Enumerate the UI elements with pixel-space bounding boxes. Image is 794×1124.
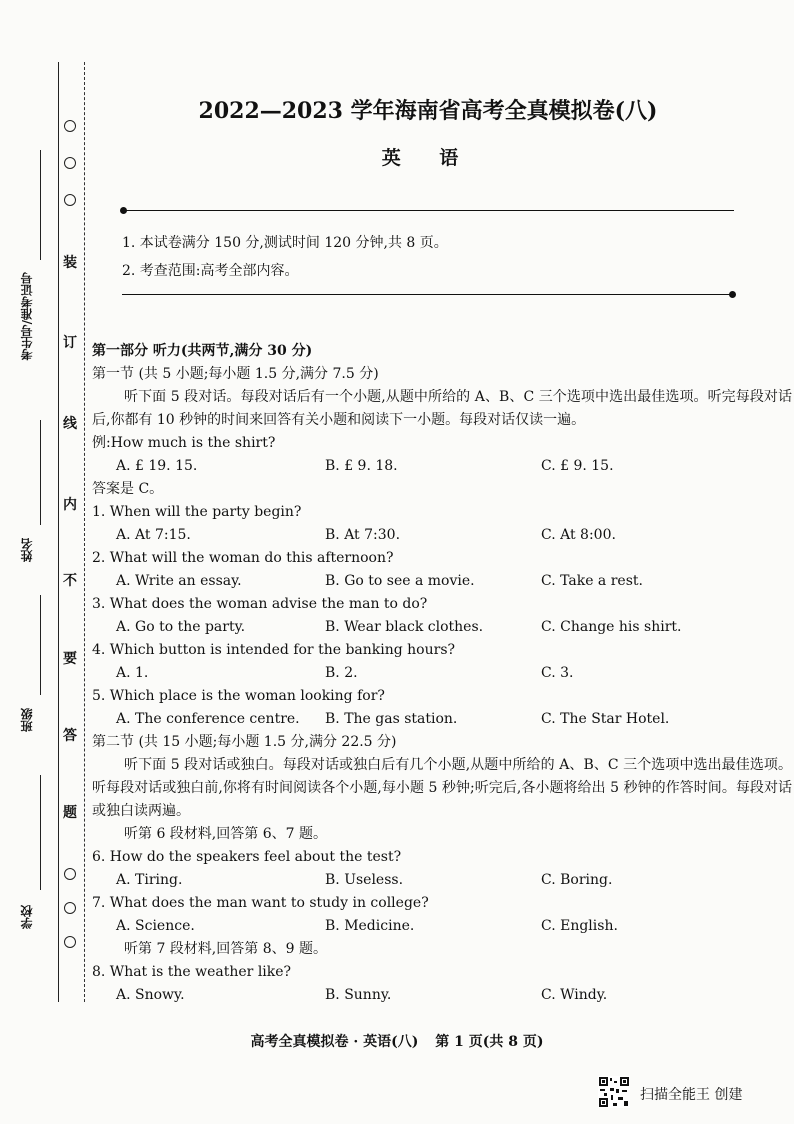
question: 8. What is the weather like? (92, 964, 292, 980)
option-a: A. 1. (116, 665, 149, 681)
option-c: C. Windy. (541, 987, 608, 1003)
binding-char: 装 (63, 255, 77, 271)
qr-code-icon (598, 1076, 630, 1108)
material-note: 听第 7 段材料,回答第 8、9 题。 (124, 941, 327, 957)
option-a: A. Tiring. (116, 872, 183, 888)
option-b: B. Medicine. (325, 918, 415, 934)
field-school-line (40, 775, 41, 890)
option-row (92, 984, 792, 1007)
example-answer: 答案是 C。 (92, 481, 164, 497)
option-a: A. Write an essay. (116, 573, 242, 589)
option-b: B. £ 9. 18. (325, 458, 398, 474)
option-a: A. Science. (116, 918, 195, 934)
section-heading: 第一节 (共 5 小题;每小题 1.5 分,满分 7.5 分) (92, 366, 379, 382)
option-a: A. The conference centre. (116, 711, 300, 727)
question: 6. How do the speakers feel about the test? (92, 849, 402, 865)
field-class-label: 班级 (20, 708, 34, 732)
binding-strip (0, 0, 90, 1124)
option-row (92, 662, 792, 685)
option-a: A. At 7:15. (116, 527, 191, 543)
option-b: B. Sunny. (325, 987, 392, 1003)
option-a: A. Snowy. (116, 987, 185, 1003)
option-row (92, 455, 792, 478)
question: 4. Which button is intended for the banking hours? (92, 642, 456, 658)
field-class (18, 708, 36, 732)
binding-hole (64, 194, 76, 206)
question: 7. What does the man want to study in college? (92, 895, 429, 911)
question: 3. What does the woman advise the man to do? (92, 596, 428, 612)
material-note: 听第 6 段材料,回答第 6、7 题。 (124, 826, 327, 842)
option-b: B. Wear black clothes. (325, 619, 484, 635)
binding-char: 不 (63, 573, 77, 589)
field-exam-number-line (40, 150, 41, 260)
binding-char: 内 (63, 497, 77, 513)
field-school-label: 学校 (20, 905, 34, 929)
option-a: A. £ 19. 15. (116, 458, 198, 474)
header-rule-top (122, 210, 734, 211)
header-rule-bottom (122, 294, 734, 295)
binding-char: 答 (63, 728, 77, 744)
binding-hole (64, 868, 76, 880)
section-heading: 第二节 (共 15 小题;每小题 1.5 分,满分 22.5 分) (92, 734, 397, 750)
binding-dashed-line (84, 62, 85, 1002)
option-b: B. Useless. (325, 872, 404, 888)
section-instructions: 听下面 5 段对话或独白。每段对话或独白后有几个小题,从题中所给的 A、B、C 三个选项中选出最佳选项。听每段对话或独白前,你将有时间阅读各个小题,每小题 5 秒钟;听完后,各小题将给出 5 秒钟的作答时间。每段对话或独白读两遍。 (92, 757, 792, 819)
option-row (92, 616, 792, 639)
option-c: C. Change his shirt. (541, 619, 682, 635)
question: 1. When will the party begin? (92, 504, 302, 520)
field-name-label: 姓名 (20, 538, 34, 562)
option-c: C. £ 9. 15. (541, 458, 614, 474)
rule-dot (729, 291, 736, 298)
option-c: C. Boring. (541, 872, 613, 888)
option-c: C. At 8:00. (541, 527, 616, 543)
binding-char: 订 (63, 335, 77, 351)
field-school (18, 905, 36, 929)
field-exam-number (18, 272, 36, 360)
option-a: A. Go to the party. (116, 619, 246, 635)
option-c: C. 3. (541, 665, 574, 681)
option-row (92, 524, 792, 547)
note-line: 2. 考查范围:高考全部内容。 (122, 263, 299, 279)
page-footer (0, 1031, 794, 1051)
example-question: 例:How much is the shirt? (92, 435, 276, 451)
option-c: C. English. (541, 918, 618, 934)
subject-title: 英 语 (381, 147, 475, 169)
footer-page-number: 第 1 页(共 8 页) (435, 1034, 544, 1050)
note-line: 1. 本试卷满分 150 分,测试时间 120 分钟,共 8 页。 (122, 235, 448, 251)
binding-hole (64, 120, 76, 132)
question: 5. Which place is the woman looking for? (92, 688, 385, 704)
option-row (92, 869, 792, 892)
binding-line (58, 62, 59, 1002)
exam-body (92, 340, 792, 1007)
question: 2. What will the woman do this afternoon? (92, 550, 394, 566)
field-exam-number-label: 考生号/准考证号 (20, 272, 34, 361)
option-b: B. The gas station. (325, 711, 458, 727)
option-row (92, 915, 792, 938)
scanner-watermark (598, 1076, 788, 1110)
binding-hole (64, 936, 76, 948)
field-name-line (40, 420, 41, 525)
option-row (92, 708, 792, 731)
part-heading: 第一部分 听力(共两节,满分 30 分) (92, 343, 313, 359)
section-instructions: 听下面 5 段对话。每段对话后有一个小题,从题中所给的 A、B、C 三个选项中选出最佳选项。听完每段对话后,你都有 10 秒钟的时间来回答有关小题和阅读下一小题。每段对话仅读一遍。 (92, 389, 792, 428)
binding-char: 要 (63, 651, 77, 667)
binding-char: 线 (63, 416, 77, 432)
page-title: 2022—2023 学年海南省高考全真模拟卷(八) (198, 98, 658, 124)
option-b: B. 2. (325, 665, 358, 681)
rule-dot (120, 207, 127, 214)
binding-hole (64, 157, 76, 169)
scanner-watermark-text: 扫描全能王 创建 (640, 1087, 743, 1103)
option-row (92, 570, 792, 593)
footer-title: 高考全真模拟卷 · 英语(八) (250, 1034, 419, 1050)
option-b: B. At 7:30. (325, 527, 401, 543)
binding-hole (64, 902, 76, 914)
option-c: C. The Star Hotel. (541, 711, 670, 727)
field-class-line (40, 595, 41, 695)
option-c: C. Take a rest. (541, 573, 643, 589)
option-b: B. Go to see a movie. (325, 573, 475, 589)
binding-char: 题 (63, 805, 77, 821)
field-name (18, 538, 36, 562)
